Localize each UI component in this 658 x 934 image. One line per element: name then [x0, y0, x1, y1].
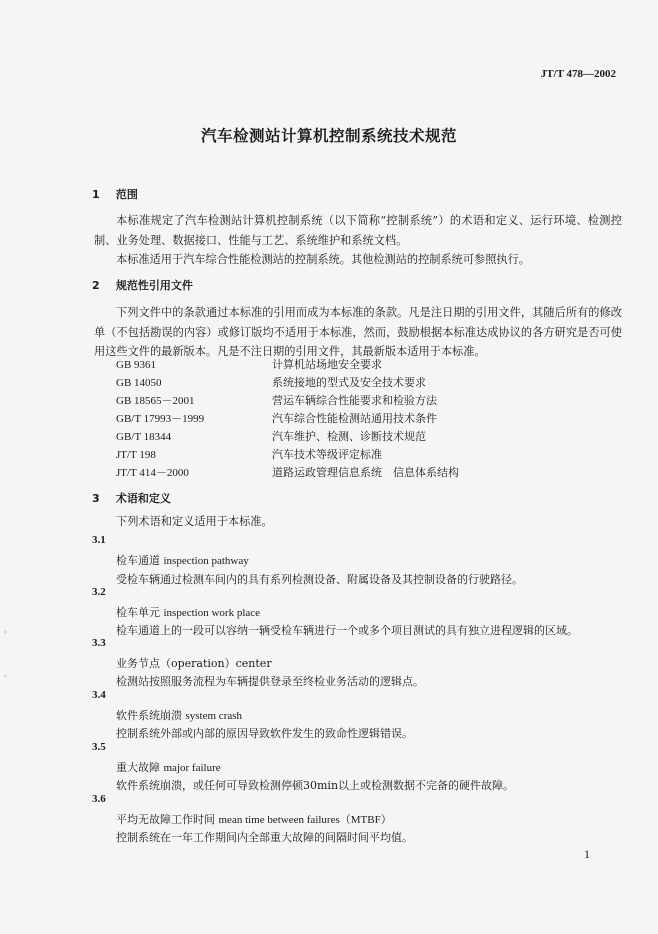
term-zh: 检车单元: [116, 606, 160, 619]
section-2-para: 下列文件中的条款通过本标准的引用而成为本标准的条款。凡是注日期的引用文件，其随后所有的修改单（不包括勘误的内容）或修订版均不适用于本标准，然而，鼓励根据本标准达成协议的各方研究是否可使用这些文件的最新版本。凡是不注日期的引用文件，其最新版本适用于本标准。: [94, 306, 622, 358]
term-zh: 检车通道: [116, 554, 160, 567]
reference-code: GB 9361: [116, 359, 157, 371]
standard-code: JT/T 478—2002: [540, 68, 616, 80]
reference-title: 道路运政管理信息系统 信息体系结构: [272, 466, 459, 479]
term-definition: 检测站按照服务流程为车辆提供登录至终检业务活动的逻辑点。: [116, 675, 424, 688]
reference-title: 汽车维护、检测、诊断技术规范: [272, 430, 426, 443]
section-3-intro: 下列术语和定义适用于本标准。: [116, 515, 273, 528]
reference-title: 汽车技术等级评定标准: [272, 448, 382, 461]
reference-item: [116, 412, 437, 426]
reference-code: JT/T 414－2000: [116, 467, 189, 479]
term-number: 3.1: [92, 534, 106, 546]
reference-item: [116, 466, 459, 480]
term-number: 3.4: [92, 689, 106, 701]
reference-code: GB 18565－2001: [116, 395, 195, 407]
reference-code: GB/T 18344: [116, 431, 172, 443]
term-heading: [116, 604, 260, 620]
page-title: 汽车检测站计算机控制系统技术规范: [200, 127, 457, 145]
term-en: inspection work place: [163, 607, 261, 619]
term-zh: 业务节点（operation）center: [116, 657, 272, 670]
scan-mark: ◦: [3, 628, 8, 637]
term-zh: 软件系统崩溃: [116, 709, 182, 722]
term-en: mean time between failures（MTBF）: [218, 814, 392, 826]
reference-item: [116, 394, 437, 408]
reference-title: 系统接地的型式及安全技术要求: [272, 376, 426, 389]
term-heading: [116, 759, 221, 775]
reference-title: 汽车综合性能检测站通用技术条件: [272, 412, 437, 425]
term-heading: [116, 811, 392, 827]
reference-item: [116, 358, 382, 372]
section-number: 2: [92, 279, 100, 292]
term-heading: [116, 552, 249, 568]
reference-code: GB/T 17993－1999: [116, 413, 205, 425]
term-en: major failure: [163, 762, 221, 774]
term-definition: 检车通道上的一段可以容纳一辆受检车辆进行一个或多个项目测试的具有独立进程逻辑的区域。: [116, 624, 578, 637]
scan-mark: ◦: [3, 672, 8, 681]
term-definition: 软件系统崩溃，或任何可导致检测停顿30min以上或检测数据不完备的硬件故障。: [116, 779, 515, 792]
term-definition: 控制系统在一年工作期间内全部重大故障的间隔时间平均值。: [116, 831, 413, 844]
term-zh: 重大故障: [116, 761, 160, 774]
reference-item: [116, 430, 426, 444]
term-number: 3.6: [92, 793, 106, 805]
reference-item: [116, 448, 382, 462]
section-title: 术语和定义: [115, 492, 171, 505]
section-title: 范围: [115, 188, 138, 201]
reference-title: 计算机站场地安全要求: [272, 358, 382, 371]
section-1-para-1: 本标准规定了汽车检测站计算机控制系统（以下简称“控制系统”）的术语和定义、运行环境、检测控制、业务处理、数据接口、性能与工艺、系统维护和系统文档。: [94, 214, 622, 247]
term-en: inspection pathway: [163, 555, 249, 567]
term-heading: [116, 707, 242, 723]
reference-code: GB 14050: [116, 377, 162, 389]
term-number: 3.3: [92, 637, 106, 649]
section-number: 1: [92, 188, 100, 201]
reference-title: 营运车辆综合性能要求和检验方法: [272, 394, 437, 407]
term-definition: 受检车辆通过检测车间内的具有系列检测设备、附属设备及其控制设备的行驶路径。: [116, 573, 523, 586]
section-1-heading: [92, 186, 138, 202]
section-3-heading: [92, 490, 171, 506]
section-1-para-2: 本标准适用于汽车综合性能检测站的控制系统。其他检测站的控制系统可参照执行。: [116, 253, 530, 266]
section-2-heading: [92, 277, 193, 293]
term-zh: 平均无故障工作时间: [116, 813, 215, 826]
reference-item: [116, 376, 426, 390]
term-heading: [116, 655, 272, 671]
term-number: 3.2: [92, 586, 106, 598]
reference-code: JT/T 198: [116, 449, 156, 461]
term-definition: 控制系统外部或内部的原因导致软件发生的致命性逻辑错误。: [116, 727, 413, 740]
term-en: system crash: [185, 710, 243, 722]
page-number: 1: [584, 847, 590, 861]
term-number: 3.5: [92, 741, 106, 753]
section-title: 规范性引用文件: [115, 279, 193, 292]
section-number: 3: [92, 492, 100, 505]
